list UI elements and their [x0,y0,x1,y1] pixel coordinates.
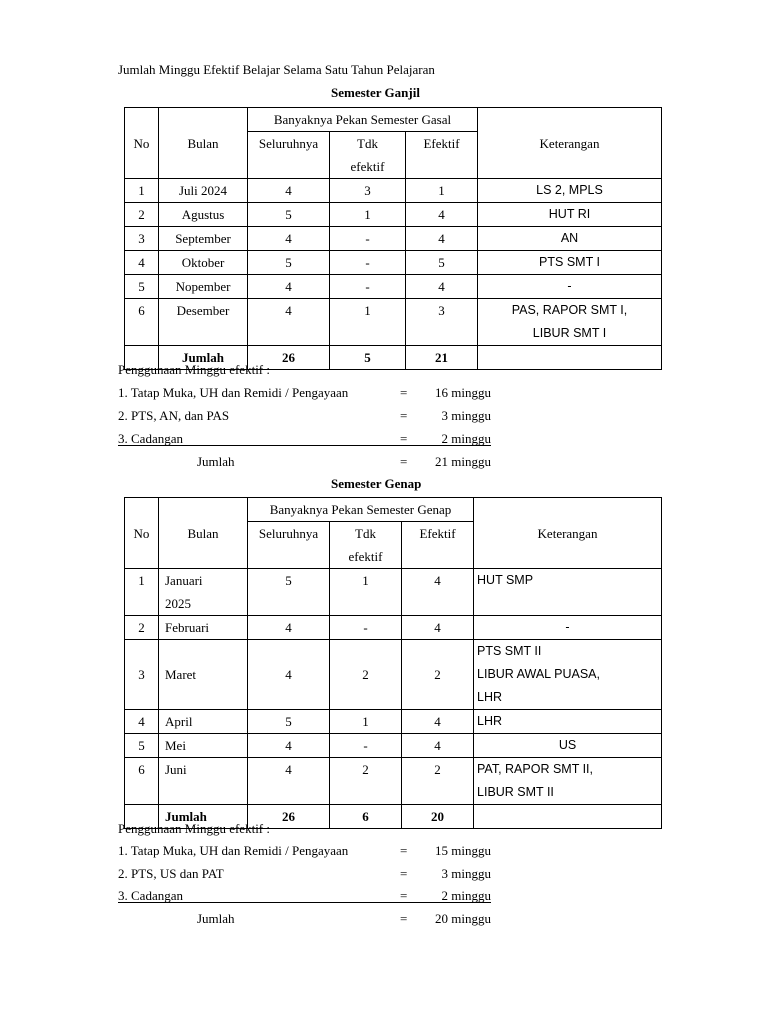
bulan-line-1: Januari [165,573,203,588]
cell-keterangan: PTS SMT I [478,251,662,275]
cell-efektif: 3 [406,299,478,346]
cell-keterangan: HUT SMP [474,569,662,616]
sum-underline [118,902,491,903]
usage-item-value: 16 minggu [435,385,491,400]
header-group: Banyaknya Pekan Semester Genap [248,498,474,522]
ganjil-table [124,107,662,370]
total-label: Jumlah [159,805,248,829]
bulan-line-2: 2025 [165,596,191,611]
table-row [125,227,662,251]
cell-seluruhnya: 4 [248,758,330,805]
cell-efektif: 2 [402,758,474,805]
usage-item-label: 3. Cadangan [118,431,183,446]
cell-efektif: 1 [406,179,478,203]
cell-tdk: 1 [330,203,406,227]
genap-header-row [125,498,662,522]
table-row [125,640,662,710]
cell-tdk: - [330,616,402,640]
total-tdk: 6 [330,805,402,829]
header-tdk-efektif [330,132,406,179]
cell-tdk: 1 [330,710,402,734]
cell-no: 2 [125,203,159,227]
cell-no: 2 [125,616,159,640]
cell-efektif: 4 [402,616,474,640]
table-row [125,569,662,616]
page-title: Jumlah Minggu Efektif Belajar Selama Satu Tahun Pelajaran [118,62,435,77]
header-efektif-word: efektif [350,159,385,174]
usage-total-label: Jumlah [197,454,235,469]
usage-item-eq: = [400,431,408,446]
usage-item-eq: = [400,385,408,400]
cell-no: 6 [125,299,159,346]
usage-item-label: 2. PTS, US dan PAT [118,866,224,881]
header-bulan: Bulan [159,498,248,569]
usage-item-value: 15 minggu [435,843,491,858]
cell-efektif: 4 [406,275,478,299]
table-row [125,275,662,299]
usage-item-value: 3 minggu [441,866,491,881]
header-efektif-word: efektif [348,549,383,564]
cell-keterangan [474,805,662,829]
cell-bulan: April [159,710,248,734]
usage-total-eq: = [400,454,408,469]
cell-keterangan [478,346,662,370]
cell-no: 5 [125,275,159,299]
table-row [125,758,662,805]
semester-ganjil-title: Semester Ganjil [331,85,420,100]
cell-efektif: 4 [406,227,478,251]
cell-efektif: 5 [406,251,478,275]
header-keterangan: Keterangan [478,108,662,179]
cell-bulan: Desember [159,299,248,346]
usage-item-label: 3. Cadangan [118,888,183,903]
keterangan-line-2: LIBUR SMT I [532,326,607,340]
total-efektif: 20 [402,805,474,829]
cell-efektif: 4 [402,710,474,734]
usage-total-label: Jumlah [197,911,235,926]
cell-efektif: 4 [402,734,474,758]
usage-item-value: 3 minggu [441,408,491,423]
usage-item-eq: = [400,888,408,903]
usage-total-value: 21 minggu [435,454,491,469]
cell-no: 1 [125,179,159,203]
keterangan-line-2: LIBUR SMT II [477,785,554,799]
cell-efektif: 4 [402,569,474,616]
table-row [125,251,662,275]
cell-efektif: 4 [406,203,478,227]
cell-keterangan [474,640,662,710]
cell-no: 1 [125,569,159,616]
cell-bulan: Agustus [159,203,248,227]
cell-keterangan [474,758,662,805]
usage-item-eq: = [400,843,408,858]
header-tdk-efektif [330,522,402,569]
header-efektif: Efektif [402,522,474,569]
keterangan-line-1: PAT, RAPOR SMT II, [477,762,594,776]
cell-seluruhnya: 4 [248,616,330,640]
cell-no: 4 [125,710,159,734]
usage-item-eq: = [400,866,408,881]
total-tdk: 5 [330,346,406,370]
usage-item-label: 2. PTS, AN, dan PAS [118,408,230,423]
header-group: Banyaknya Pekan Semester Gasal [248,108,478,132]
usage-total-eq: = [400,911,408,926]
table-row [125,203,662,227]
cell-bulan: Mei [159,734,248,758]
usage-total-value: 20 minggu [435,911,491,926]
cell-bulan: Maret [159,640,248,710]
table-row [125,299,662,346]
ganjil-header-row [125,108,662,132]
sum-underline [118,445,491,446]
usage-item-value: 2 minggu [441,431,491,446]
cell-bulan [159,569,248,616]
total-seluruhnya: 26 [248,346,330,370]
cell-no: 3 [125,640,159,710]
cell-bulan: Oktober [159,251,248,275]
usage-item-label: 1. Tatap Muka, UH dan Remidi / Pengayaan [118,843,349,858]
cell-tdk: 1 [330,299,406,346]
cell-bulan: Februari [159,616,248,640]
cell-keterangan: - [474,616,662,640]
cell-tdk: 2 [330,758,402,805]
cell-tdk: 2 [330,640,402,710]
usage-title: Penggunaan Minggu efektif : [118,821,270,836]
cell-no: 4 [125,251,159,275]
cell-seluruhnya: 5 [248,251,330,275]
header-seluruhnya: Seluruhnya [248,522,330,569]
cell-keterangan: - [478,275,662,299]
cell-seluruhnya: 5 [248,569,330,616]
cell-tdk: - [330,251,406,275]
usage-item-eq: = [400,408,408,423]
header-tdk: Tdk [357,136,378,151]
header-keterangan: Keterangan [474,498,662,569]
cell-tdk: - [330,734,402,758]
cell-seluruhnya: 5 [248,710,330,734]
keterangan-line-1: PTS SMT II [477,644,542,658]
usage-item-value: 2 minggu [441,888,491,903]
cell-seluruhnya: 4 [248,227,330,251]
cell-seluruhnya: 4 [248,640,330,710]
cell-no: 3 [125,227,159,251]
keterangan-line-3: LHR [477,690,503,704]
usage-title: Penggunaan Minggu efektif : [118,362,270,377]
cell-bulan: Nopember [159,275,248,299]
cell-tdk: 3 [330,179,406,203]
total-efektif: 21 [406,346,478,370]
total-seluruhnya: 26 [248,805,330,829]
cell-seluruhnya: 4 [248,734,330,758]
cell-seluruhnya: 4 [248,179,330,203]
table-row [125,179,662,203]
cell-seluruhnya: 4 [248,275,330,299]
cell-tdk: - [330,227,406,251]
cell-tdk: - [330,275,406,299]
header-no: No [125,498,159,569]
header-efektif: Efektif [406,132,478,179]
cell-bulan: September [159,227,248,251]
table-row [125,734,662,758]
cell-keterangan: LS 2, MPLS [478,179,662,203]
header-bulan: Bulan [159,108,248,179]
keterangan-line-1: PAS, RAPOR SMT I, [511,303,628,317]
header-no: No [125,108,159,179]
cell-no: 6 [125,758,159,805]
genap-table [124,497,662,829]
cell-keterangan [478,299,662,346]
total-label: Jumlah [159,346,248,370]
keterangan-line-2: LIBUR AWAL PUASA, [477,667,600,681]
table-row [125,616,662,640]
cell-keterangan: US [474,734,662,758]
cell-bulan: Juni [159,758,248,805]
header-tdk: Tdk [355,526,376,541]
header-seluruhnya: Seluruhnya [248,132,330,179]
cell-keterangan: LHR [474,710,662,734]
semester-genap-title: Semester Genap [331,476,422,491]
cell-efektif: 2 [402,640,474,710]
cell-seluruhnya: 4 [248,299,330,346]
cell-keterangan: HUT RI [478,203,662,227]
usage-item-label: 1. Tatap Muka, UH dan Remidi / Pengayaan [118,385,349,400]
cell-no: 5 [125,734,159,758]
cell-keterangan: AN [478,227,662,251]
table-row [125,710,662,734]
cell-tdk: 1 [330,569,402,616]
cell-seluruhnya: 5 [248,203,330,227]
cell-bulan: Juli 2024 [159,179,248,203]
